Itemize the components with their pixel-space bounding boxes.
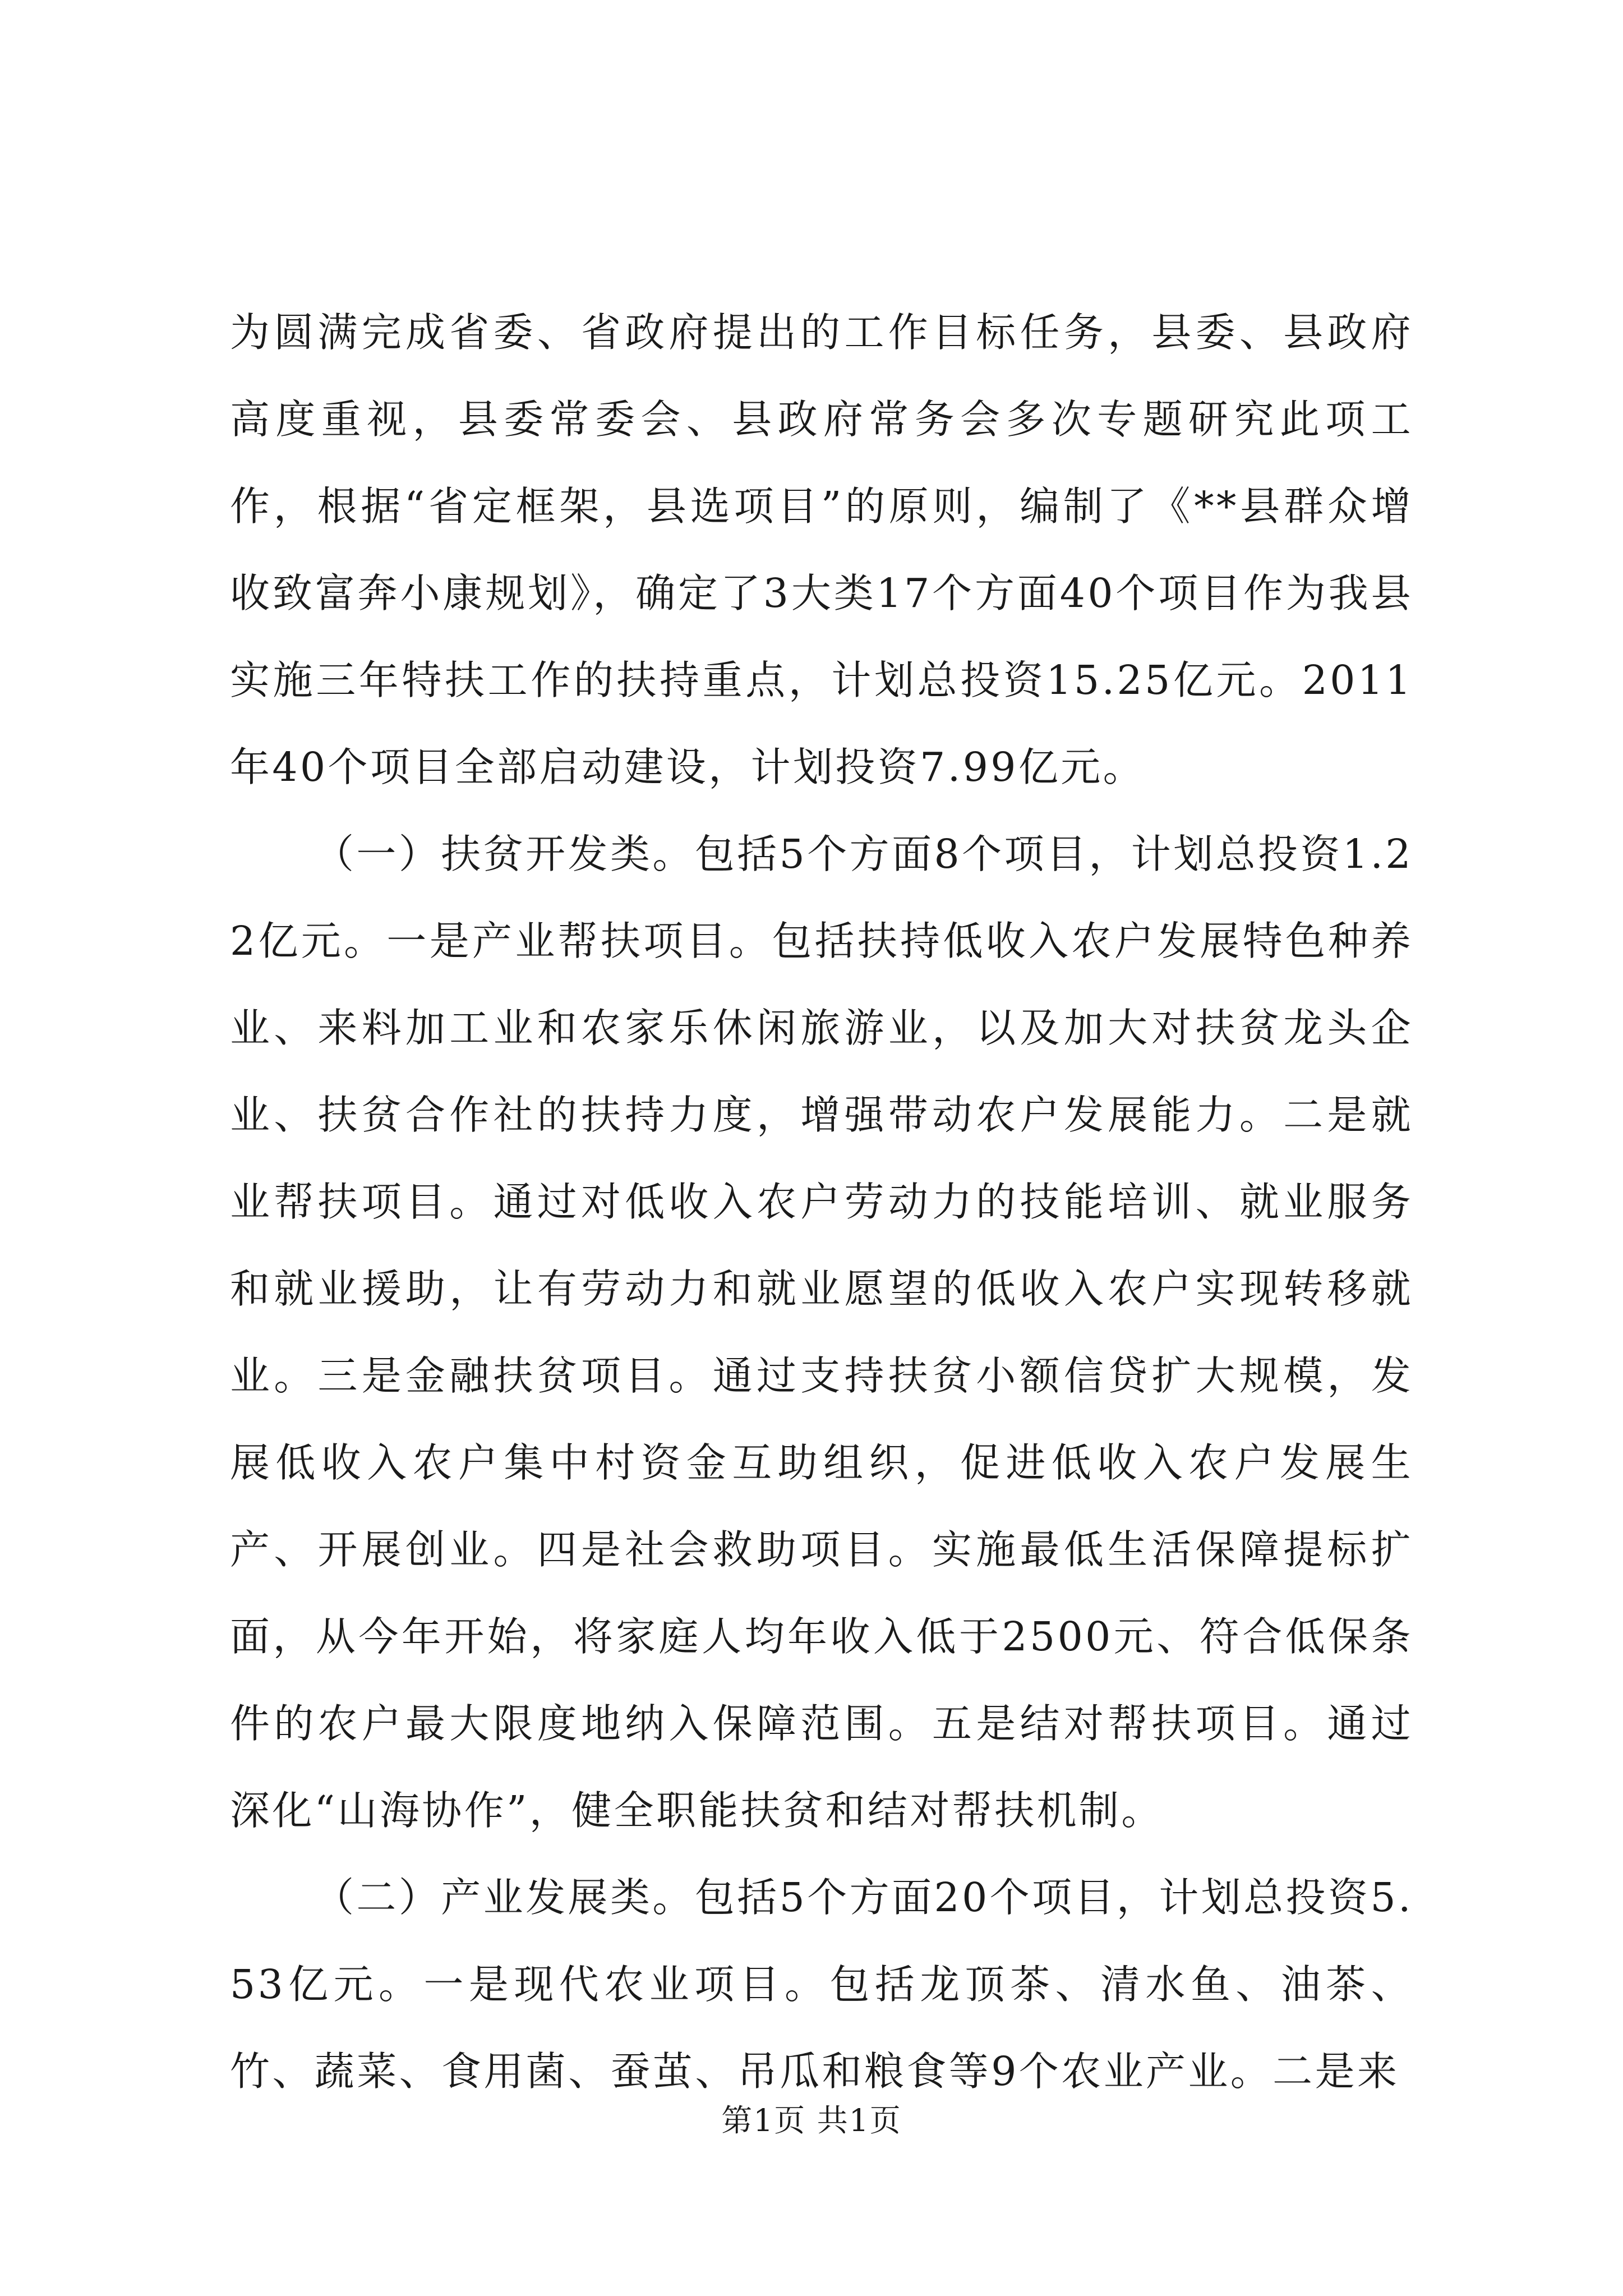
paragraph-industry-development: （二）产业发展类。包括5个方面20个项目，计划总投资5.53亿元。一是现代农业项目。包括龙顶茶、清水鱼、油茶、竹、蔬菜、食用菌、蚕茧、吊瓜和粮食等9个农业产业。二是来 <box>230 1874 1413 2095</box>
paragraph-intro: 为圆满完成省委、省政府提出的工作目标任务，县委、县政府高度重视，县委常委会、县政府常务会多次专题研究此项工作，根据“省定框架，县选项目”的原则，编制了《**县群众增收致富奔小康规划》，确定了3大类17个方面40个项目作为我县实施三年特扶工作的扶持重点，计划总投资15.25亿元。2011年40个项目全部启动建设，计划投资7.99亿元。 <box>230 309 1413 790</box>
paragraph-poverty-development: （一）扶贫开发类。包括5个方面8个项目，计划总投资1.22亿元。一是产业帮扶项目。包括扶持低收入农户发展特色种养业、来料加工业和农家乐休闲旅游业，以及加大对扶贫龙头企业、扶贫合作社的扶持力度，增强带动农户发展能力。二是就业帮扶项目。通过对低收入农户劳动力的技能培训、就业服务和就业援助，让有劳动力和就业愿望的低收入农户实现转移就业。三是金融扶贫项目。通过支持扶贫小额信贷扩大规模，发展低收入农户集中村资金互助组织，促进低收入农户发展生产、开展创业。四是社会救助项目。实施最低生活保障提标扩面，从今年开始，将家庭人均年收入低于2500元、符合低保条件的农户最大限度地纳入保障范围。五是结对帮扶项目。通过深化“山海协作”，健全职能扶贫和结对帮扶机制。 <box>230 831 1413 1834</box>
page-footer: 第1页 共1页 <box>721 2102 902 2138</box>
document-body <box>230 289 1413 2115</box>
